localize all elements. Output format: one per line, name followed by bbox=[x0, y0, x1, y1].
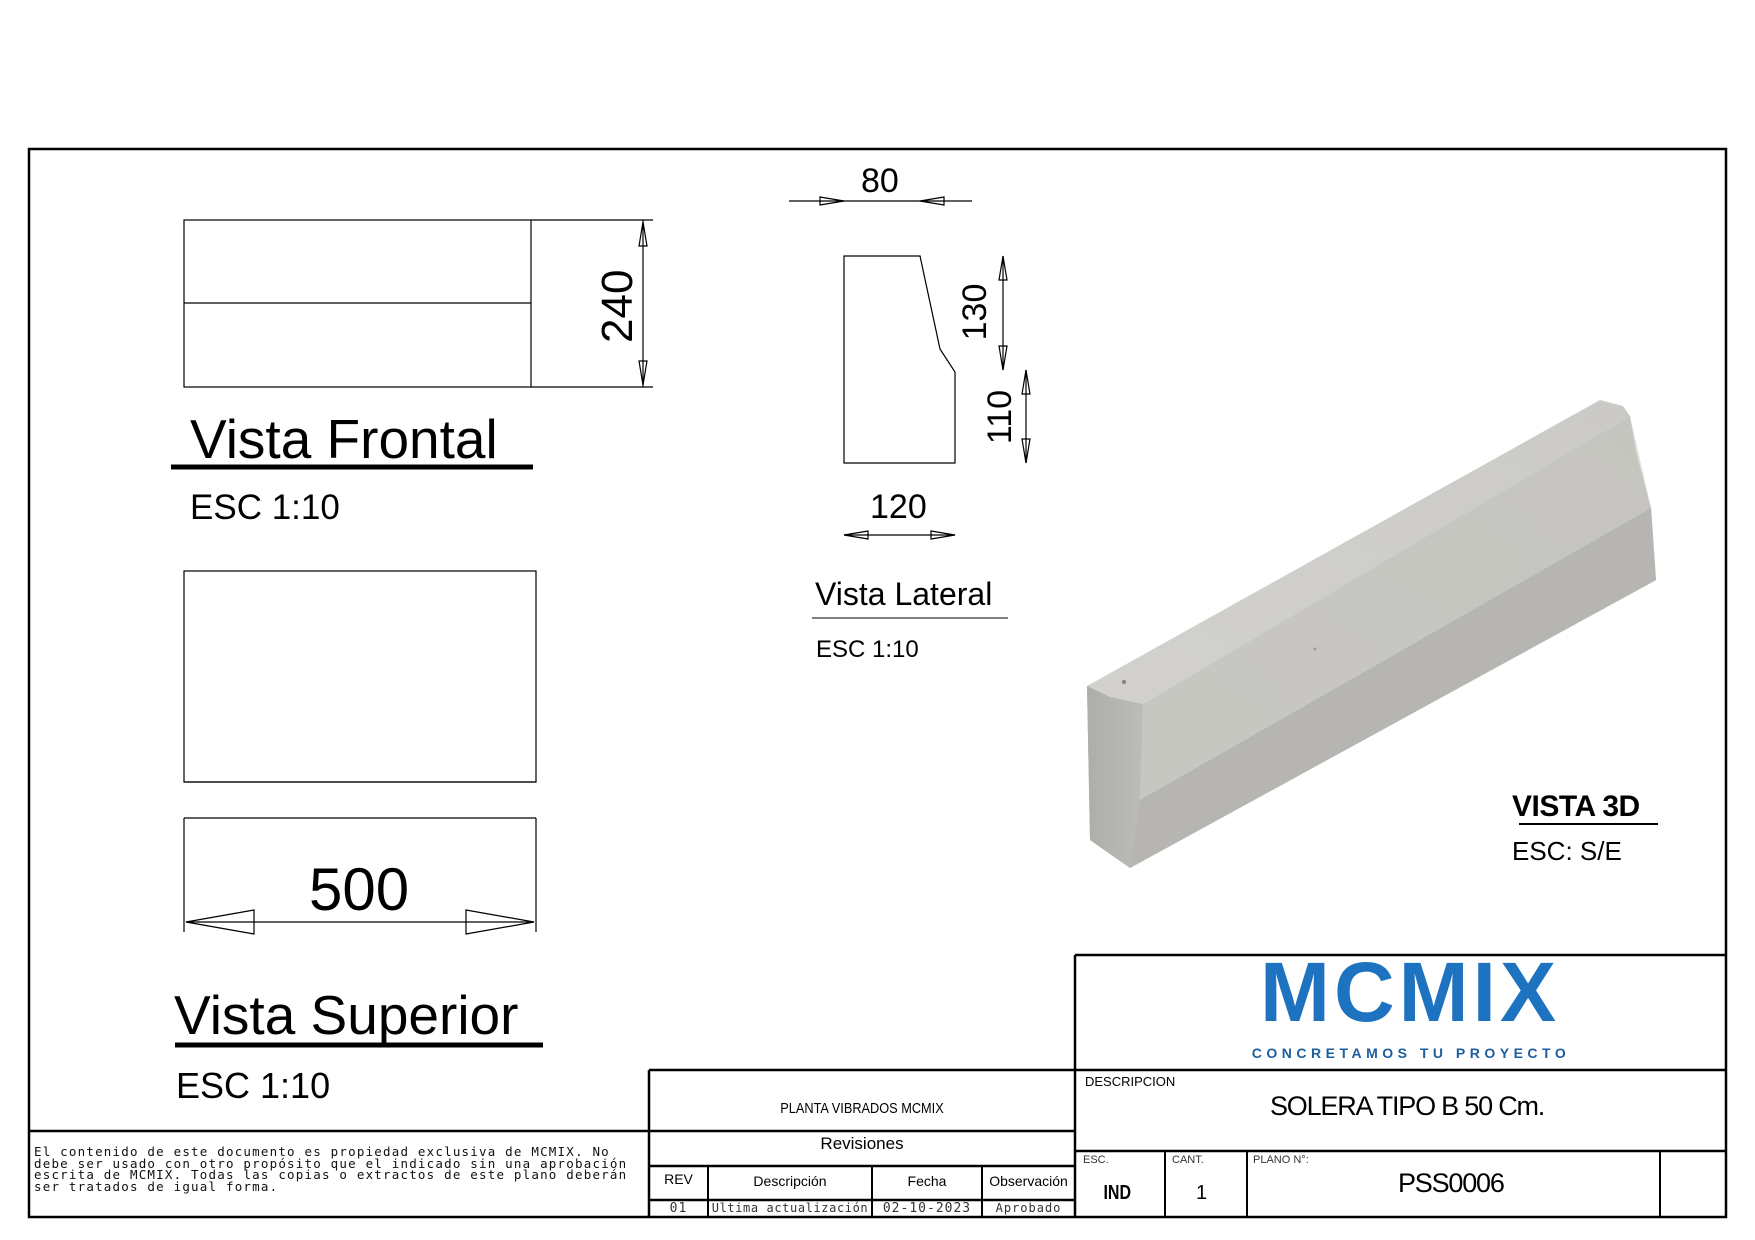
top-view-title: Vista Superior bbox=[174, 984, 519, 1046]
revision-observation: Aprobado bbox=[995, 1201, 1062, 1215]
3d-view-title: VISTA 3D bbox=[1512, 790, 1640, 823]
top-view-scale: ESC 1:10 bbox=[176, 1065, 331, 1106]
side-bottom-dim: 120 bbox=[870, 488, 927, 526]
cant-value: 1 bbox=[1196, 1182, 1208, 1204]
description-label: DESCRIPCION bbox=[1085, 1074, 1176, 1089]
ownership-disclaimer: El contenido de este documento es propiedad exclusiva de MCMIX. No debe ser usado con otro propósito que el indicado sin una aprobación escrita de MCMIX. Todas las copias o extractos de este plano deberán ser tratados de igual forma. bbox=[34, 1144, 628, 1194]
front-view-title: Vista Frontal bbox=[190, 408, 498, 470]
side-view-scale: ESC 1:10 bbox=[816, 636, 919, 663]
side-top-dim: 80 bbox=[861, 162, 899, 200]
revisions-label: Revisiones bbox=[820, 1134, 904, 1153]
3d-view-scale: ESC: S/E bbox=[1512, 836, 1622, 866]
side-view-title: Vista Lateral bbox=[815, 576, 993, 612]
description-header: Descripción bbox=[753, 1173, 827, 1189]
front-height-dim: 240 bbox=[593, 269, 642, 343]
mcmix-logo: MCMIX bbox=[1260, 945, 1560, 1039]
revision-description: Ultima actualización bbox=[711, 1201, 869, 1215]
cant-label: CANT. bbox=[1172, 1154, 1204, 1166]
side-lower-dim: 110 bbox=[981, 389, 1019, 445]
part-description: SOLERA TIPO B 50 Cm. bbox=[1270, 1091, 1545, 1121]
rev-header: REV bbox=[664, 1171, 693, 1187]
logo-tagline: CONCRETAMOS TU PROYECTO bbox=[1251, 1045, 1571, 1061]
esc-label: ESC. bbox=[1083, 1154, 1109, 1166]
front-view-scale: ESC 1:10 bbox=[190, 488, 340, 527]
observation-header: Observación bbox=[989, 1173, 1068, 1189]
side-upper-dim: 130 bbox=[956, 283, 994, 341]
top-width-dim: 500 bbox=[309, 856, 410, 923]
esc-value: IND bbox=[1103, 1182, 1132, 1204]
revision-date: 02-10-2023 bbox=[882, 1201, 972, 1216]
front-view-drawing bbox=[184, 220, 653, 387]
plant-name: PLANTA VIBRADOS MCMIX bbox=[780, 1100, 944, 1117]
revision-number: 01 bbox=[669, 1201, 688, 1216]
date-header: Fecha bbox=[907, 1173, 947, 1189]
plano-label: PLANO N°: bbox=[1253, 1154, 1309, 1166]
plano-number: PSS0006 bbox=[1398, 1168, 1504, 1198]
